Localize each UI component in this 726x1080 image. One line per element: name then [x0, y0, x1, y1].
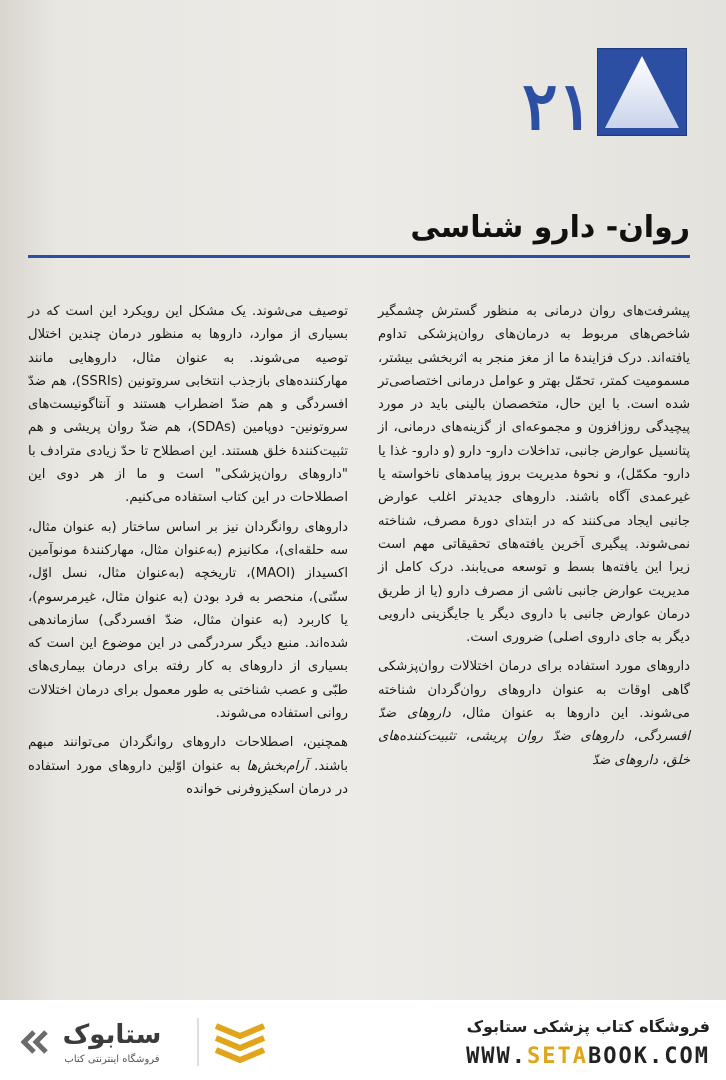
paragraph	[28, 731, 348, 801]
text-column-left	[28, 300, 348, 807]
text-run: داروهای مورد استفاده برای درمان اختلالات روان‌پزشکی گاهی اوقات به عنوان داروهای روان‌گردان شناخته می‌شوند. این داروها به عنوان مثال،	[378, 659, 691, 722]
paragraph: پیشرفت‌های روان درمانی به منظور گسترش چشمگیر شاخص‌های مربوط به درمان‌های روان‌پزشکی تداوم یافته‌اند. درک فزایندهٔ ما از مغز منجر به اثربخشی بیشتر، مسمومیت کمتر، تحمّل بهتر و عوامل درمانی اختصاصی‌تر شده است. با این حال، متخصصان بالینی باید در مورد پیچیدگی روزافزون و مجموعه‌ای از گزینه‌های درمانی، از پتانسیل عوارض جانبی، تداخلات دارو- دارو (و دارو- غذا یا دارو- مکمّل)، و نحوهٔ مدیریت بروز پیامدهای ناخواسته یا غیرعمدی آگاه باشند. داروهای جدیدتر اغلب عوارض جانبی ایجاد می‌کنند که در ابتدای دورهٔ مصرف، شناخته نمی‌شوند. پیگیری آخرین یافته‌های تحقیقاتی مهم است زیرا این یافته‌ها بسط و توسعه می‌یابند. درک کامل از مدیریت عوارض جانبی ناشی از مصرف دارو (یا از طریق درمان عوارض جانبی با داروی دیگر یا جایگزینی دارویی دیگر به جای داروی اصلی) ضروری است.	[378, 304, 690, 646]
italic-term: داروهای ضدّ	[592, 752, 659, 768]
text-run: همچنین، اصطلاحات داروهای روانگردان می‌توانند مبهم باشند.	[28, 735, 348, 774]
brand-name: ستابوک	[62, 1020, 162, 1050]
url-suffix: BOOK.COM	[588, 1044, 710, 1069]
url-prefix: WWW.	[466, 1044, 528, 1069]
chapter-number: ۲۱	[522, 67, 593, 145]
title-rule	[28, 255, 690, 258]
paragraph	[378, 655, 690, 771]
shop-url[interactable]	[360, 1042, 710, 1072]
text-run: ،	[658, 752, 667, 768]
text-column-right	[378, 300, 690, 778]
brand-tagline: فروشگاه اینترنتی کتاب	[64, 1054, 160, 1065]
url-highlight: SETA	[527, 1044, 589, 1069]
italic-term: تثبیت‌کننده‌های خلق	[378, 729, 690, 768]
shop-name: فروشگاه کتاب پزشکی ستابوک	[466, 1017, 710, 1036]
footer-banner	[0, 1000, 726, 1080]
text-run: ،	[623, 729, 638, 745]
paragraph: توصیف می‌شوند. یک مشکل این رویکرد این است که در بسیاری از موارد، داروها به منظور درمان چندین اختلال توصیه می‌شوند. به عنوان مثال، داروهایی مانند مهارکننده‌های بازجذب انتخابی سروتونین (SSRIs)، هم ضدّ افسردگی و هم ضدّ اضطراب هستند و آنتاگونیست‌های سروتونین- دوپامین (SDAs)، هم ضدّ روان پریشی و هم تثبیت‌کنندهٔ خلق هستند. این اصطلاح تا حدّ زیادی مترادف با "داروهای روان‌پزشکی" است و ما از هر دوی این اصطلاحات در این کتاب استفاده می‌کنیم.	[28, 304, 348, 506]
triangle-icon	[597, 48, 687, 136]
text-run: به عنوان اوّلین داروهای مورد استفاده در درمان اسکیزوفرنی خوانده	[28, 758, 348, 797]
chapter-title: روان- دارو شناسی	[410, 210, 690, 245]
paragraph: داروهای روانگردان نیز بر اساس ساختار (به عنوان مثال، سه حلقه‌ای)، مکانیزم (به‌عنوان مثال، مهارکنندهٔ مونوآمین اکسیداز (MAOI)، تاریخچه (به‌عنوان مثال، نسل اوّل، سنّتی)، منحصر به فرد بودن (به عنوان مثال، غیرمرسوم)، یا کاربرد (به عنوان مثال، ضدّ افسردگی) سازماندهی شده‌اند. منبع دیگر سردرگمی در این موضوع این است که بسیاری از داروهای به کار رفته برای درمان بیماری‌های طبّی و عصب شناختی به طور معمول برای درمان اختلالات روانی استفاده می‌شوند.	[28, 519, 348, 722]
chapter-logo	[597, 48, 687, 136]
italic-term: داروهای ضدّ افسردگی	[378, 706, 690, 745]
italic-term: آرام‌بخش‌ها	[246, 758, 309, 774]
italic-term: داروهای ضدّ روان پریشی	[469, 729, 624, 745]
text-run: ،	[455, 729, 470, 745]
